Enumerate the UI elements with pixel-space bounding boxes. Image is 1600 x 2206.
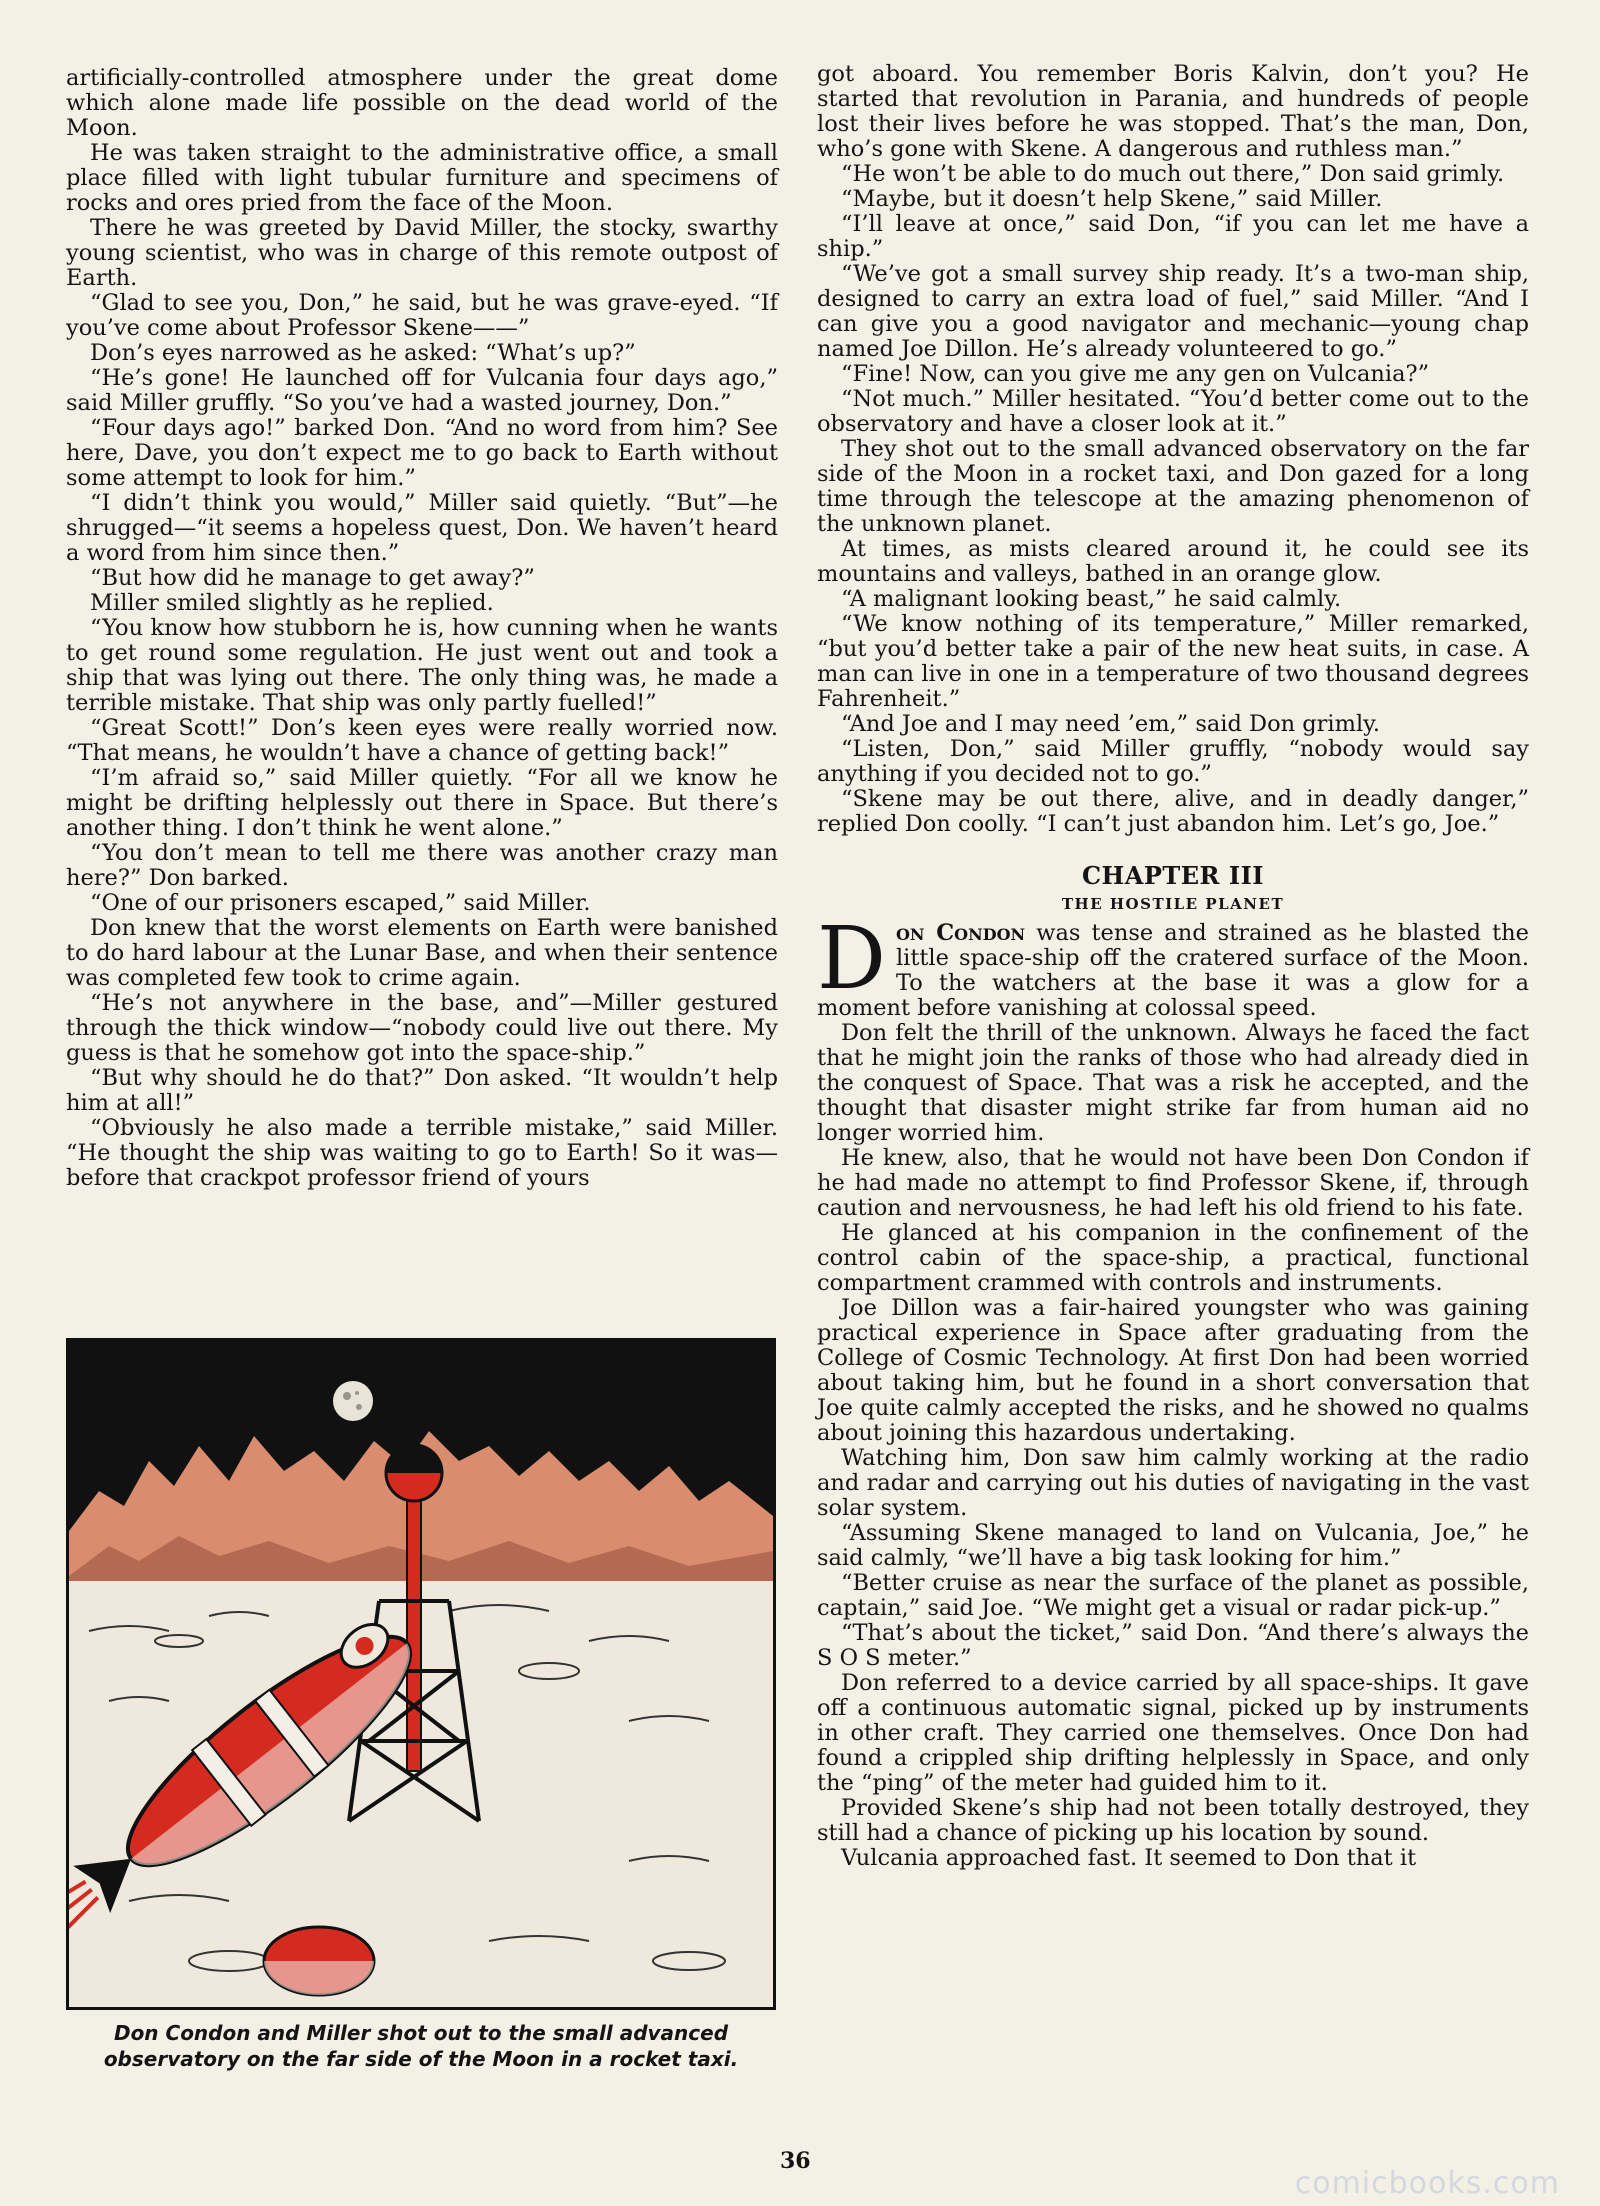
paragraph: He knew, also, that he would not have been Don Condon if he had made no attempt to find Professor Skene, if, through caution and nervousness, he had left his old friend to his fate.: [817, 1145, 1529, 1221]
paragraph: “Maybe, but it doesn’t help Skene,” said Miller.: [841, 186, 1383, 212]
right-column: [817, 62, 1529, 1871]
paragraph: Don’s eyes narrowed as he asked: “What’s up?”: [90, 340, 636, 366]
paragraph: “Skene may be out there, alive, and in deadly danger,” replied Don coolly. “I can’t just abandon him. Let’s go, Joe.”: [817, 786, 1529, 837]
paragraph: “He won’t be able to do much out there,” Don said grimly.: [841, 161, 1505, 187]
moon-scene-svg: [69, 1341, 773, 2007]
paragraph: He was taken straight to the administrative office, a small place filled with light tubular furniture and specimens of rocks and ores pried from the face of the Moon.: [66, 140, 778, 216]
paragraph: Provided Skene’s ship had not been totally destroyed, they still had a chance of picking up his location by sound.: [817, 1795, 1529, 1846]
opening-text: was tense and strained as he blasted the little space-ship off the cratered surface of the Moon. To the watchers at the base it was a glow for a moment before vanishing at colossal speed.: [817, 920, 1529, 1021]
paragraph: Don knew that the worst elements on Earth were banished to do hard labour at the Lunar Base, and when their sentence was completed few took to crime again.: [66, 915, 778, 991]
opening-words: on Condon: [895, 920, 1026, 946]
paragraph: Joe Dillon was a fair-haired youngster who was gaining practical experience in Space after graduating from the College of Cosmic Technology. At first Don had been worried about taking him, but he found in a short conversation that Joe quite calmly accepted the risks, and he showed no qualms about joining this hazardous undertaking.: [817, 1295, 1529, 1446]
chapter-opening-paragraph: [817, 909, 1529, 1021]
paragraph: “I didn’t think you would,” Miller said quietly. “But”—he shrugged—“it seems a hopeless quest, Don. We haven’t heard a word from him since then.”: [66, 490, 778, 566]
paragraph: got aboard. You remember Boris Kalvin, don’t you? He started that revolution in Parania, and hundreds of people lost their lives before he was stopped. That’s the man, Don, who’s gone with Skene. A dangerous and ruthless man.”: [817, 61, 1529, 162]
paragraph: At times, as mists cleared around it, he could see its mountains and valleys, bathed in an orange glow.: [817, 536, 1529, 587]
paragraph: “A malignant looking beast,” he said calmly.: [841, 586, 1342, 612]
paragraph: “Better cruise as near the surface of the planet as possible, captain,” said Joe. “We might get a visual or radar pick-up.”: [817, 1570, 1529, 1621]
paragraph: “You know how stubborn he is, how cunning when he wants to get round some regulation. He just went out and took a ship that was lying out there. The only thing was, he made a terrible mistake. That ship was only partly fuelled!”: [66, 615, 778, 716]
paragraph: “You don’t mean to tell me there was another crazy man here?” Don barked.: [66, 840, 778, 891]
chapter-title: CHAPTER III: [1081, 861, 1265, 890]
paragraph: Miller smiled slightly as he replied.: [90, 590, 494, 616]
paragraph: “Glad to see you, Don,” he said, but he was grave-eyed. “If you’ve come about Professor Skene——”: [66, 290, 778, 341]
paragraph: He glanced at his companion in the confinement of the control cabin of the space-ship, a practical, functional compartment crammed with controls and instruments.: [817, 1220, 1529, 1296]
illustration: [66, 1338, 776, 2010]
page-number: 36: [780, 2148, 811, 2174]
paragraph: “But how did he manage to get away?”: [90, 565, 535, 591]
paragraph: “Listen, Don,” said Miller gruffly, “nobody would say anything if you decided not to go.”: [817, 736, 1529, 787]
paragraph: “Four days ago!” barked Don. “And no word from him? See here, Dave, you don’t expect me to go back to Earth without some attempt to look for him.”: [66, 415, 778, 491]
left-column: [66, 66, 778, 1191]
paragraph: Don felt the thrill of the unknown. Always he faced the fact that he might join the ranks of those who had already died in the conquest of Space. That was a risk he accepted, and the thought that disaster might strike far from human aid no longer worried him.: [817, 1020, 1529, 1146]
paragraph: “I’m afraid so,” said Miller quietly. “For all we know he might be drifting helplessly out there in Space. But there’s another thing. I don’t think he went alone.”: [66, 765, 778, 841]
paragraph: “Assuming Skene managed to land on Vulcania, Joe,” he said calmly, “we’ll have a big task looking for him.”: [817, 1520, 1529, 1571]
watermark: comicbooks.com: [1294, 2166, 1560, 2201]
paragraph: “I’ll leave at once,” said Don, “if you can let me have a ship.”: [817, 211, 1529, 262]
moon-icon: [333, 1381, 373, 1421]
illustration-caption: Don Condon and Miller shot out to the small advanced observatory on the far side of the Moon in a rocket taxi.: [103, 2021, 739, 2071]
drop-cap: D: [817, 909, 886, 1009]
paragraph: “Obviously he also made a terrible mistake,” said Miller. “He thought the ship was waiting to go to Earth! So it was—before that crackpot professor friend of yours: [66, 1115, 778, 1191]
paragraph: “And Joe and I may need ’em,” said Don grimly.: [841, 711, 1381, 737]
paragraph: “He’s not anywhere in the base, and”—Miller gestured through the thick window—“nobody could live out there. My guess is that he somehow got into the space-ship.”: [66, 990, 778, 1066]
paragraph: artificially-controlled atmosphere under the great dome which alone made life possible on the dead world of the Moon.: [66, 65, 778, 141]
paragraph: There he was greeted by David Miller, the stocky, swarthy young scientist, who was in charge of this remote outpost of Earth.: [66, 215, 778, 291]
paragraph: “Not much.” Miller hesitated. “You’d better come out to the observatory and have a closer look at it.”: [817, 386, 1529, 437]
paragraph: “He’s gone! He launched off for Vulcania four days ago,” said Miller gruffly. “So you’ve had a wasted journey, Don.”: [66, 365, 778, 416]
paragraph: “Great Scott!” Don’s keen eyes were really worried now. “That means, he wouldn’t have a chance of getting back!”: [66, 715, 778, 766]
paragraph: “That’s about the ticket,” said Don. “And there’s always the S O S meter.”: [817, 1620, 1529, 1671]
paragraph: “We’ve got a small survey ship ready. It’s a two-man ship, designed to carry an extra load of fuel,” said Miller. “And I can give you a good navigator and mechanic—young chap named Joe Dillon. He’s already volunteered to go.”: [817, 261, 1529, 362]
paragraph: Watching him, Don saw him calmly working at the radio and radar and carrying out his duties of navigating in the vast solar system.: [817, 1445, 1529, 1521]
paragraph: Vulcania approached fast. It seemed to Don that it: [841, 1845, 1417, 1871]
paragraph: “Fine! Now, can you give me any gen on Vulcania?”: [841, 361, 1430, 387]
paragraph: “One of our prisoners escaped,” said Miller.: [90, 890, 591, 916]
paragraph: Don referred to a device carried by all space-ships. It gave off a continuous automatic signal, picked up by instruments in other craft. They carried one themselves. Once Don had found a crippled ship drifting helplessly in Space, and only the “ping” of the meter had guided him to it.: [817, 1670, 1529, 1796]
paragraph: They shot out to the small advanced observatory on the far side of the Moon in a rocket taxi, and Don gazed for a long time through the telescope at the amazing phenomenon of the unknown planet.: [817, 436, 1529, 537]
chapter-subtitle: THE HOSTILE PLANET: [1061, 895, 1285, 913]
paragraph: “We know nothing of its temperature,” Miller remarked, “but you’d better take a pair of the new heat suits, in case. A man can live in one in a temperature of two thousand degrees Fahrenheit.”: [817, 611, 1529, 712]
second-craft-icon: [264, 1927, 374, 1995]
paragraph: “But why should he do that?” Don asked. “It wouldn’t help him at all!”: [66, 1065, 778, 1116]
